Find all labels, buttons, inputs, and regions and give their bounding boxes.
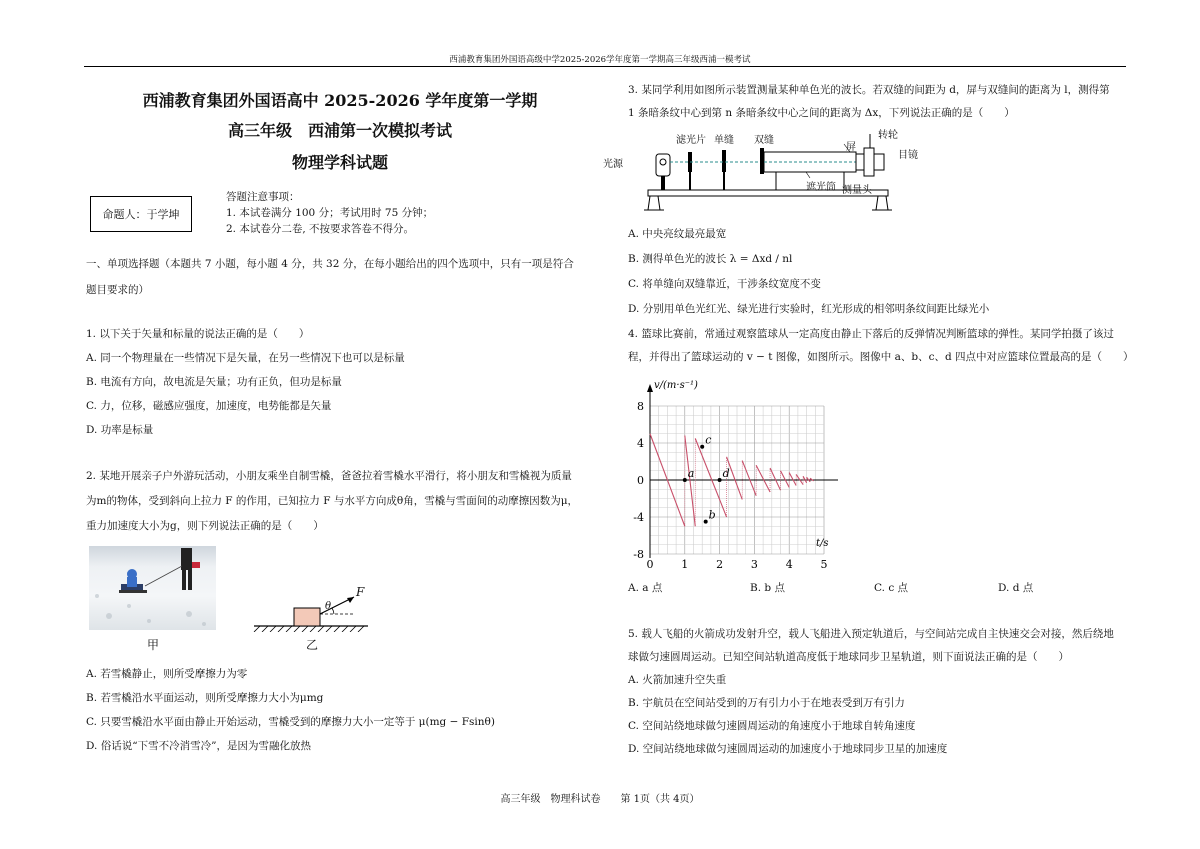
label-double-slit: 双缝 xyxy=(754,135,774,146)
exam-subtitle: 高三年级 西浦第一次模拟考试 xyxy=(227,121,452,140)
label-filter: 滤光片 xyxy=(676,135,706,146)
q2-line1: 2. 某地开展亲子户外游玩活动，小朋友乘坐自制雪橇，爸爸拉着雪橇水平滑行，将小朋友和雪橇视为质量 xyxy=(86,470,572,482)
force-label-F: F xyxy=(356,585,365,599)
x-tick-label: 0 xyxy=(646,558,654,571)
q3-option-c: C. 将单缝向双缝靠近，干涉条纹宽度不变 xyxy=(628,278,821,290)
q4-option-b: B. b 点 xyxy=(750,582,785,594)
label-eyepiece: 目镜 xyxy=(898,150,918,161)
q4-option-d: D. d 点 xyxy=(998,582,1034,594)
angle-label-theta: θ xyxy=(325,601,332,612)
label-measuring-head: 测量头 xyxy=(842,185,872,196)
q4-line2: 程，并得出了篮球运动的 v − t 图像，如图所示。图像中 a、b、c、d 四点中对应篮球位置最高的是（ ） xyxy=(628,351,1134,363)
q4-option-c: C. c 点 xyxy=(874,582,909,594)
y-tick-label: -4 xyxy=(633,511,644,524)
question-1 xyxy=(86,326,591,438)
label-light-source: 光源 xyxy=(603,159,623,170)
section-heading-line1: 一、单项选择题（本题共 7 小题，每小题 4 分，共 32 分，在每小题给出的四个选项中，只有一项是符合 xyxy=(86,258,574,270)
notes-heading: 答题注意事项： xyxy=(226,191,300,203)
point-label-c: c xyxy=(705,433,712,447)
x-tick-label: 1 xyxy=(681,558,689,571)
question-2 xyxy=(86,468,591,534)
y-axis-arrow xyxy=(647,384,653,392)
point-label-d: d xyxy=(722,467,730,480)
point-label-b: b xyxy=(708,508,716,522)
question-3 xyxy=(628,82,1148,122)
section-heading-line2: 题目要求的） xyxy=(86,284,149,296)
q4-line1: 4. 篮球比赛前，常通过观察篮球从一定高度由静止下落后的反弹情况判断篮球的弹性。某同学拍摄了该过 xyxy=(628,328,1114,340)
y-tick-label: 0 xyxy=(637,474,644,487)
y-tick-label: 8 xyxy=(637,400,644,413)
q3-option-d: D. 分别用单色光红光、绿光进行实验时，红光形成的相邻明条纹间距比绿光小 xyxy=(628,303,990,315)
question-4 xyxy=(628,326,1148,366)
snow-photo-graphic xyxy=(89,546,216,630)
x-tick-label: 5 xyxy=(820,558,828,571)
q2-option-a: A. 若雪橇静止，则所受摩擦力为零 xyxy=(86,668,248,680)
question-5 xyxy=(628,626,1148,758)
point-b xyxy=(704,520,708,524)
fig-label-yi: 乙 xyxy=(306,638,319,652)
author-box: 命题人：于学坤 xyxy=(90,196,192,232)
q3-option-b: B. 测得单色光的波长 λ = Δxd / nl xyxy=(628,253,793,265)
note-2: 2. 本试卷分二卷, 不按要求答卷不得分。 xyxy=(226,223,415,235)
x-axis-label: t/s xyxy=(816,538,829,549)
snow-sled-photo xyxy=(89,546,216,630)
label-single-slit: 单缝 xyxy=(714,135,734,146)
y-axis-label: v/(m·s⁻¹) xyxy=(654,380,698,391)
q4-option-a: A. a 点 xyxy=(628,582,663,594)
q2-option-c: C. 只要雪橇沿水平面由静止开始运动，雪橇受到的摩擦力大小一定等于 μ(mg − Fsinθ) xyxy=(86,716,495,728)
q5-option-b: B. 宇航员在空间站受到的万有引力小于在地表受到万有引力 xyxy=(628,697,905,709)
q5-line2: 球做匀速圆周运动。已知空间站轨道高度低于地球同步卫星轨道，则下面说法正确的是（ ） xyxy=(628,651,1069,663)
exam-notes xyxy=(226,189,433,237)
label-wheel: 转轮 xyxy=(878,130,898,141)
x-tick-label: 3 xyxy=(750,558,758,571)
vt-segment xyxy=(789,473,796,486)
vt-graph xyxy=(618,376,838,572)
q2-option-b: B. 若雪橇沿水平面运动，则所受摩擦力大小为μmg xyxy=(86,692,324,704)
vt-segment xyxy=(781,471,790,488)
q2-option-d: D. 俗话说“下雪不冷消雪冷”，是因为雪融化放热 xyxy=(86,740,311,752)
q1-stem: 1. 以下关于矢量和标量的说法正确的是（ ） xyxy=(86,328,310,340)
page-footer: 高三年级 物理科试卷 第 1页（共 4页） xyxy=(500,794,700,805)
section-heading xyxy=(86,256,591,298)
q2-line2: 为m的物体，受到斜向上拉力 F 的作用，已知拉力 F 与水平方向成θ角，雪橇与雪面间的动摩擦因数为μ， xyxy=(86,495,579,507)
q3-options xyxy=(628,226,1148,318)
y-tick-label: -8 xyxy=(633,548,644,561)
q5-option-c: C. 空间站绕地球做匀速圆周运动的角速度小于地球自转角速度 xyxy=(628,720,916,732)
y-tick-label: 4 xyxy=(637,437,644,450)
note-1: 1. 本试卷满分 100 分；考试用时 75 分钟； xyxy=(226,207,434,219)
q1-option-d: D. 功率是标量 xyxy=(86,424,154,436)
page-header: 西浦教育集团外国语高级中学2025-2026学年度第一学期高三年级西浦一模考试 xyxy=(449,55,751,65)
vt-segment xyxy=(742,461,756,496)
exam-title: 西浦教育集团外国语高中 2025-2026 学年度第一学期 xyxy=(142,91,538,110)
q3-line2: 1 条暗条纹中心到第 n 条暗条纹中心之间的距离为 Δx，下列说法正确的是（ ） xyxy=(628,107,1015,119)
point-c xyxy=(700,445,704,449)
x-tick-label: 4 xyxy=(785,558,793,571)
q3-line1: 3. 某同学利用如图所示装置测量某种单色光的波长。若双缝的间距为 d，屏与双缝间的距离为 l，测得第 xyxy=(628,84,1110,96)
point-a xyxy=(683,478,687,482)
q1-option-b: B. 电流有方向，故电流是矢量；功有正负，但功是标量 xyxy=(86,376,342,388)
q5-option-d: D. 空间站绕地球做匀速圆周运动的加速度小于地球同步卫星的加速度 xyxy=(628,743,948,755)
subject-title: 物理学科试题 xyxy=(291,153,388,172)
q1-option-a: A. 同一个物理量在一些情况下是矢量，在另一些情况下也可以是标量 xyxy=(86,352,405,364)
fig-label-jia: 甲 xyxy=(147,638,160,652)
x-tick-label: 2 xyxy=(716,558,724,571)
q5-option-a: A. 火箭加速升空失重 xyxy=(628,674,727,686)
q1-option-c: C. 力，位移，磁感应强度，加速度，电势能都是矢量 xyxy=(86,400,332,412)
label-screen: 屏 xyxy=(846,142,856,153)
point-label-a: a xyxy=(687,467,695,480)
q2-options xyxy=(86,666,591,754)
q3-option-a: A. 中央亮纹最亮最宽 xyxy=(628,228,727,240)
q2-line3: 重力加速度大小为g，则下列说法正确的是（ ） xyxy=(86,520,324,532)
header-rule xyxy=(84,66,1126,67)
q5-line1: 5. 载人飞船的火箭成功发射升空，载人飞船进入预定轨道后，与空间站完成自主快速交会对接，然后绕地 xyxy=(628,628,1114,640)
point-d xyxy=(718,478,722,482)
label-light-tube: 遮光筒 xyxy=(806,182,836,193)
